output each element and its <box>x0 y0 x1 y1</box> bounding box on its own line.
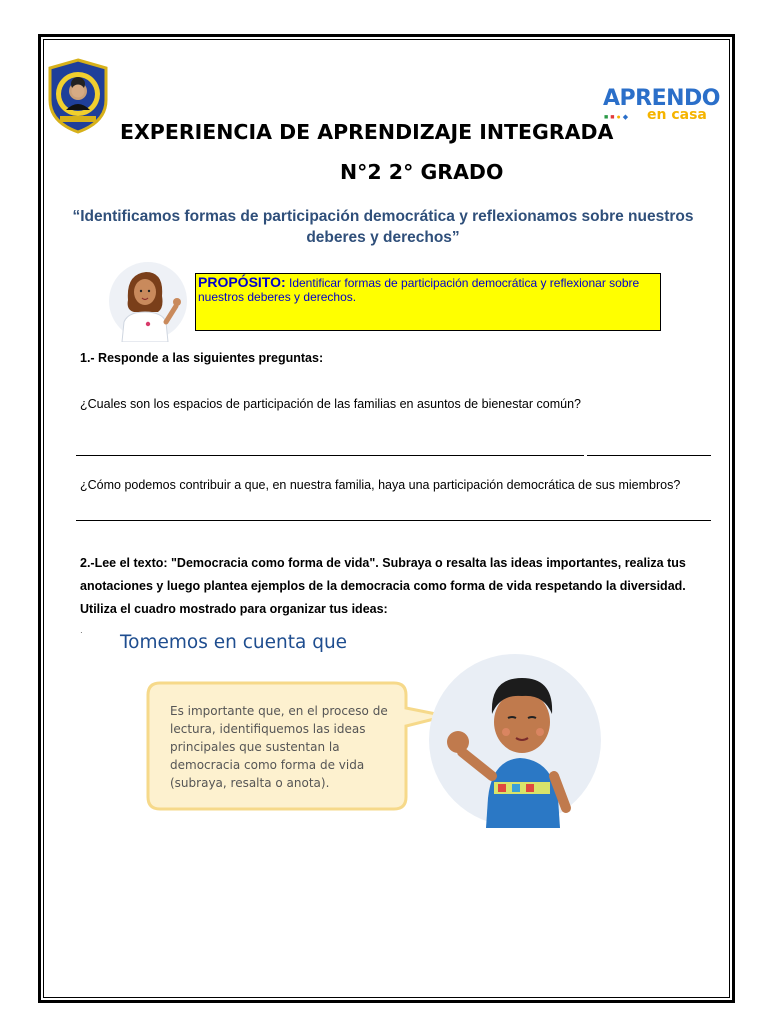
answer-line-1b[interactable] <box>587 455 711 456</box>
answer-line-1a[interactable] <box>76 455 584 456</box>
section2-instructions: 2.-Lee el texto: "Democracia como forma de vida". Subraya o resalta las ideas importantes, realiza tus anotaciones y luego plantea ejemplos de la democracia como forma de vida respetando la diversidad. Utiliza el cuadro mostrado para organizar tus ideas: <box>80 556 686 616</box>
purpose-box <box>195 273 661 331</box>
purpose-text: Identificar formas de participación democrática y reflexionar sobre nuestros deberes y derechos. <box>198 276 640 304</box>
purpose-label: PROPÓSITO: <box>198 274 286 290</box>
logo-sub-text: en casa <box>647 107 707 123</box>
aprendo-en-casa-logo <box>600 86 720 126</box>
logo-main-text: APRENDO <box>603 86 720 111</box>
question-2: ¿Cómo podemos contribuir a que, en nuestra familia, haya una participación democrática de sus miembros? <box>80 478 681 492</box>
girl-illustration-icon <box>108 260 188 342</box>
page-title-grade: N°2 2° GRADO <box>340 160 504 184</box>
school-seal-icon <box>44 58 112 134</box>
page-subtitle: “Identificamos formas de participación democrática y reflexionamos sobre nuestros deberes y derechos” <box>72 208 694 246</box>
section1-heading: 1.- Responde a las siguientes preguntas: <box>80 351 324 365</box>
answer-line-2[interactable] <box>76 520 711 521</box>
list-marker: · <box>80 628 83 637</box>
callout-title: Tomemos en cuenta que <box>120 632 348 653</box>
boy-illustration-icon <box>428 648 603 833</box>
question-1: ¿Cuales son los espacios de participación de las familias en asuntos de bienestar común? <box>80 397 581 411</box>
logo-dots: ■■●◆ <box>604 114 631 121</box>
speech-bubble-text: Es importante que, en el proceso de lectura, identifiquemos las ideas principales que sustentan la democracia como forma de vida (subraya, resalta o anota). <box>170 704 388 790</box>
page-title: EXPERIENCIA DE APRENDIZAJE INTEGRADA <box>120 120 614 144</box>
